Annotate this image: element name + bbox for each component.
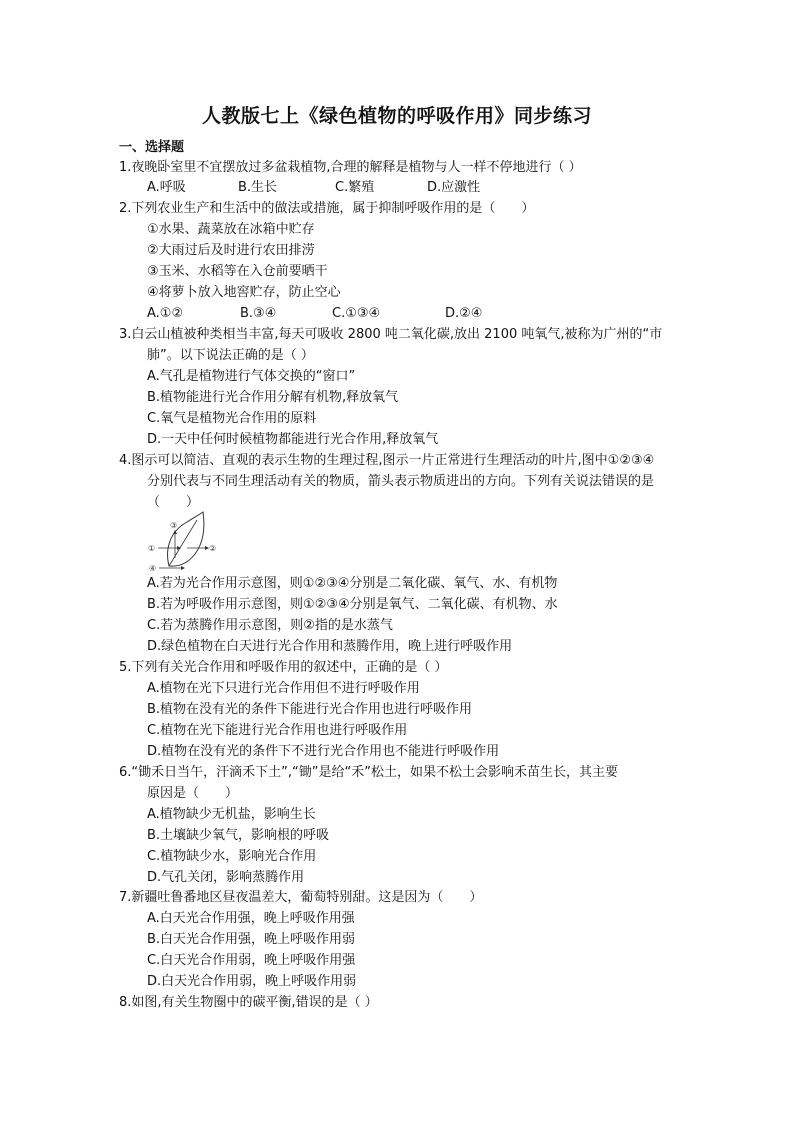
arrowhead-bottom	[181, 566, 185, 570]
question-5-option-c: C.植物在光下能进行光合作用也进行呼吸作用	[147, 723, 408, 738]
question-6-stem: 6.“锄禾日当午，汗滴禾下土”,“锄”是给“禾”松土，如果不松土会影响禾苗生长，其主要	[119, 765, 618, 780]
question-2-options	[147, 304, 482, 324]
question-2-stem: 2.下列农业生产和生活中的做法或措施，属于抑制呼吸作用的是（ ）	[119, 201, 535, 216]
question-5-option-a: A.植物在光下只进行光合作用但不进行呼吸作用	[147, 681, 420, 696]
question-4-option-b: B.若为呼吸作用示意图，则①②③④分别是氧气、二氧化碳、有机物、水	[147, 597, 558, 612]
option-a: A.呼吸	[147, 180, 186, 195]
question-2-item: ④将萝卜放入地窖贮存，防止空心	[147, 285, 341, 300]
option-c: C.繁殖	[335, 180, 375, 195]
question-6-option-c: C.植物缺少水，影响光合作用	[147, 849, 317, 864]
question-7-option-b: B.白天光合作用强，晚上呼吸作用弱	[147, 932, 356, 947]
question-2-item: ②大雨过后及时进行农田排涝	[147, 243, 315, 258]
question-6-stem-cont: 原因是（ ）	[147, 786, 239, 801]
section-heading: 一、选择题	[119, 140, 185, 155]
question-4-stem-cont: （ ）	[147, 495, 200, 510]
fig-label-4: ④	[149, 564, 157, 572]
question-6-option-b: B.土壤缺少氧气，影响根的呼吸	[147, 828, 330, 843]
question-3-option-a: A.气孔是植物进行气体交换的“窗口”	[147, 369, 356, 384]
question-5-stem: 5.下列有关光合作用和呼吸作用的叙述中，正确的是（ ）	[119, 660, 448, 675]
question-1-options	[147, 178, 480, 198]
question-6-option-a: A.植物缺少无机盐，影响生长	[147, 807, 316, 822]
question-5-option-b: B.植物在没有光的条件下能进行光合作用也进行呼吸作用	[147, 702, 473, 717]
fig-label-1: ①	[148, 544, 156, 553]
fig-label-3: ③	[170, 521, 178, 530]
leaf-diagram	[147, 510, 217, 572]
question-4-option-c: C.若为蒸腾作用示意图，则②指的是水蒸气	[147, 618, 393, 633]
question-7-option-c: C.白天光合作用弱，晚上呼吸作用强	[147, 953, 356, 968]
option-c: C.①③④	[332, 306, 381, 321]
option-b: B.③④	[240, 306, 277, 321]
question-6-option-d: D.气孔关闭，影响蒸腾作用	[147, 870, 305, 885]
question-5-option-d: D.植物在没有光的条件下不进行光合作用也不能进行呼吸作用	[147, 744, 500, 759]
option-b: B.生长	[238, 180, 278, 195]
question-7-option-d: D.白天光合作用弱，晚上呼吸作用弱	[147, 974, 357, 989]
question-3-option-d: D.一天中任何时候植物都能进行光合作用,释放氧气	[147, 432, 439, 447]
question-3-option-c: C.氧气是植物光合作用的原料	[147, 411, 317, 426]
question-8-stem: 8.如图,有关生物圈中的碳平衡,错误的是（ ）	[119, 995, 378, 1010]
question-7-option-a: A.白天光合作用强，晚上呼吸作用强	[147, 911, 355, 926]
option-a: A.①②	[147, 306, 184, 321]
question-2-item: ③玉米、水稻等在入仓前要晒干	[147, 264, 328, 279]
question-1-stem: 1.夜晚卧室里不宜摆放过多盆栽植物,合理的解释是植物与人一样不停地进行（ ）	[119, 160, 582, 175]
question-4-option-a: A.若为光合作用示意图，则①②③④分别是二氧化碳、氧气、水、有机物	[147, 576, 558, 591]
option-d: D.②④	[445, 306, 483, 321]
fig-label-2: ②	[209, 544, 217, 553]
question-7-stem: 7.新疆吐鲁番地区昼夜温差大，葡萄特别甜。这是因为（ ）	[119, 890, 483, 905]
question-3-option-b: B.植物能进行光合作用分解有机物,释放氧气	[147, 390, 399, 405]
question-4-stem-cont: 分别代表与不同生理活动有关的物质，箭头表示物质进出的方向。下列有关说法错误的是	[147, 474, 655, 489]
question-4-stem: 4.图示可以简洁、直观的表示生物的生理过程,图示一片正常进行生理活动的叶片,图中①②③④	[119, 453, 655, 468]
option-d: D.应激性	[427, 180, 481, 195]
question-3-stem: 3.白云山植被种类相当丰富,每天可吸收 2800 吨二氧化碳,放出 2100 吨氧气,被称为广州的“市	[119, 327, 663, 342]
question-2-item: ①水果、蔬菜放在冰箱中贮存	[147, 222, 315, 237]
question-4-option-d: D.绿色植物在白天进行光合作用和蒸腾作用，晚上进行呼吸作用	[147, 639, 513, 654]
question-3-stem-cont: 肺”。以下说法正确的是（ ）	[147, 348, 314, 363]
page-title: 人教版七上《绿色植物的呼吸作用》同步练习	[201, 105, 592, 127]
